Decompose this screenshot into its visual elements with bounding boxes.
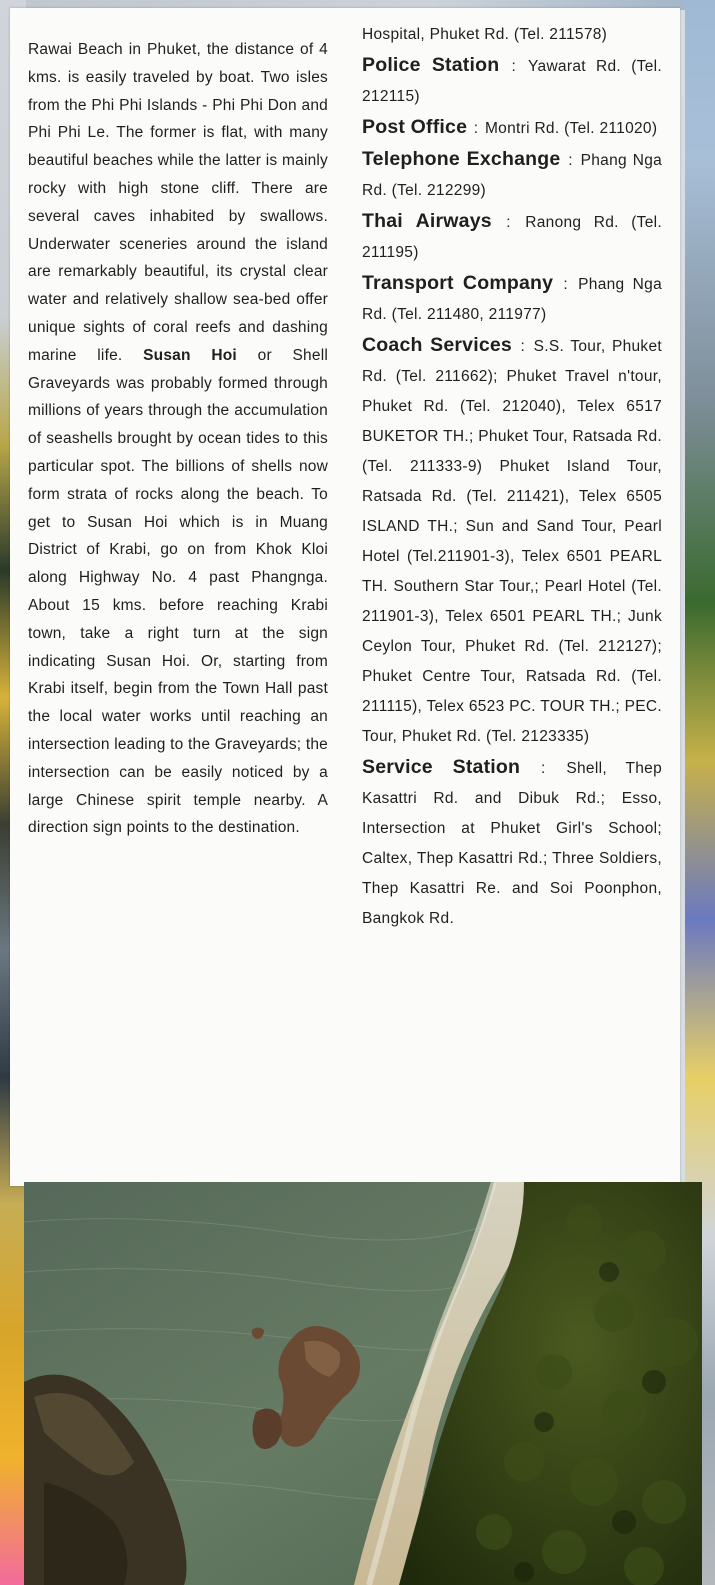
entry-title: Service Station xyxy=(362,756,521,778)
entry-thai-airways xyxy=(362,206,662,268)
left-text-part-2: or Shell Graveyards was probably formed through millions of years through the accumulation of seashells brought by ocean tides to this particular spot. The billions of shells now form strata of rocks along the beach. To get to Susan Hoi which is in Muang District of Krabi, go on from Khok Kloi along Highway No. 4 past Phangnga. About 15 kms. before reaching Krabi town, take a right turn at the sign indicating Susan Hoi. Or, starting from Krabi itself, begin from the Town Hall past the local water works until reaching an intersection leading to the Graveyards; the intersection can be easily noticed by a large Chinese spirit temple nearby. A direction sign points to the destination. xyxy=(28,346,328,837)
left-text-column xyxy=(28,36,328,842)
entry-service-station xyxy=(362,752,662,934)
entry-coach-services xyxy=(362,330,662,752)
entry-separator: : xyxy=(568,152,573,169)
entry-separator: : xyxy=(563,276,568,293)
aerial-coast-illustration xyxy=(24,1182,702,1585)
brochure-page xyxy=(10,8,680,1186)
susan-hoi-term: Susan Hoi xyxy=(143,346,237,364)
right-directory-column xyxy=(362,20,662,934)
entry-separator: : xyxy=(511,58,517,75)
entry-title: Coach Services xyxy=(362,334,512,356)
entry-separator: : xyxy=(520,338,526,355)
entry-title: Thai Airways xyxy=(362,210,492,232)
left-text-part-1: Rawai Beach in Phuket, the distance of 4 kms. is easily traveled by boat. Two isles from the Phi Phi Islands - Phi Phi Don and Phi Phi Le. The former is flat, with many beautiful beaches while the latter is mainly rocky with high stone cliff. There are several caves inhabited by swallows. Underwater sceneries around the island are remarkably beautiful, its crystal clear water and relatively shallow sea-bed offer unique sights of coral reefs and dashing marine life. xyxy=(28,41,328,364)
entry-title: Police Station xyxy=(362,54,500,76)
entry-details: Montri Rd. (Tel. 211020) xyxy=(484,120,658,137)
entry-separator: : xyxy=(506,214,511,231)
entry-transport-company xyxy=(362,268,662,330)
left-paragraph xyxy=(28,36,328,842)
entry-details: Phang Nga Rd. (Tel. 212299) xyxy=(362,152,663,199)
entry-post-office xyxy=(362,112,662,144)
entry-police-station xyxy=(362,50,662,112)
entry-separator: : xyxy=(473,120,479,137)
entry-details: Phang Nga Rd. (Tel. 211480, 211977) xyxy=(362,276,662,323)
entry-details: S.S. Tour, Phuket Rd. (Tel. 211662); Phuket Travel n'tour, Phuket Rd. (Tel. 212040), Telex 6517 BUKETOR TH.; Phuket Tour, Ratsada Rd. (Tel. 211333-9) Phuket Island Tour, Ratsada Rd. (Tel. 211421), Telex 6505 ISLAND TH.; Sun and Sand Tour, Pearl Hotel (Tel.211901-3), Telex 6501 PEARL TH. Southern Star Tour,; Pearl Hotel (Tel. 211901-3), Telex 6501 PEARL TH.; Junk Ceylon Tour, Phuket Rd. (Tel. 212127); Phuket Centre Tour, Ratsada Rd. (Tel. 211115), Telex 6523 PC. TOUR TH.; PEC. Tour, Phuket Rd. (Tel. 2123335) xyxy=(362,338,662,745)
aerial-coast-photo xyxy=(24,1182,702,1585)
entry-details: Shell, Thep Kasattri Rd. and Dibuk Rd.; Esso, Intersection at Phuket Girl's School; Caltex, Thep Kasattri Rd.; Three Soldiers, Thep Kasattri Re. and Soi Poonphon, Bangkok Rd. xyxy=(362,760,663,927)
entry-details: Ranong Rd. (Tel. 211195) xyxy=(362,214,662,261)
entry-title: Transport Company xyxy=(362,272,554,294)
entry-separator: : xyxy=(540,760,546,777)
entry-title: Telephone Exchange xyxy=(362,148,561,170)
entry-details: Yawarat Rd. (Tel. 212115) xyxy=(362,58,663,105)
hospital-continuation: Hospital, Phuket Rd. (Tel. 211578) xyxy=(362,26,608,43)
entry-title: Post Office xyxy=(362,116,468,138)
entry-telephone-exchange xyxy=(362,144,662,206)
